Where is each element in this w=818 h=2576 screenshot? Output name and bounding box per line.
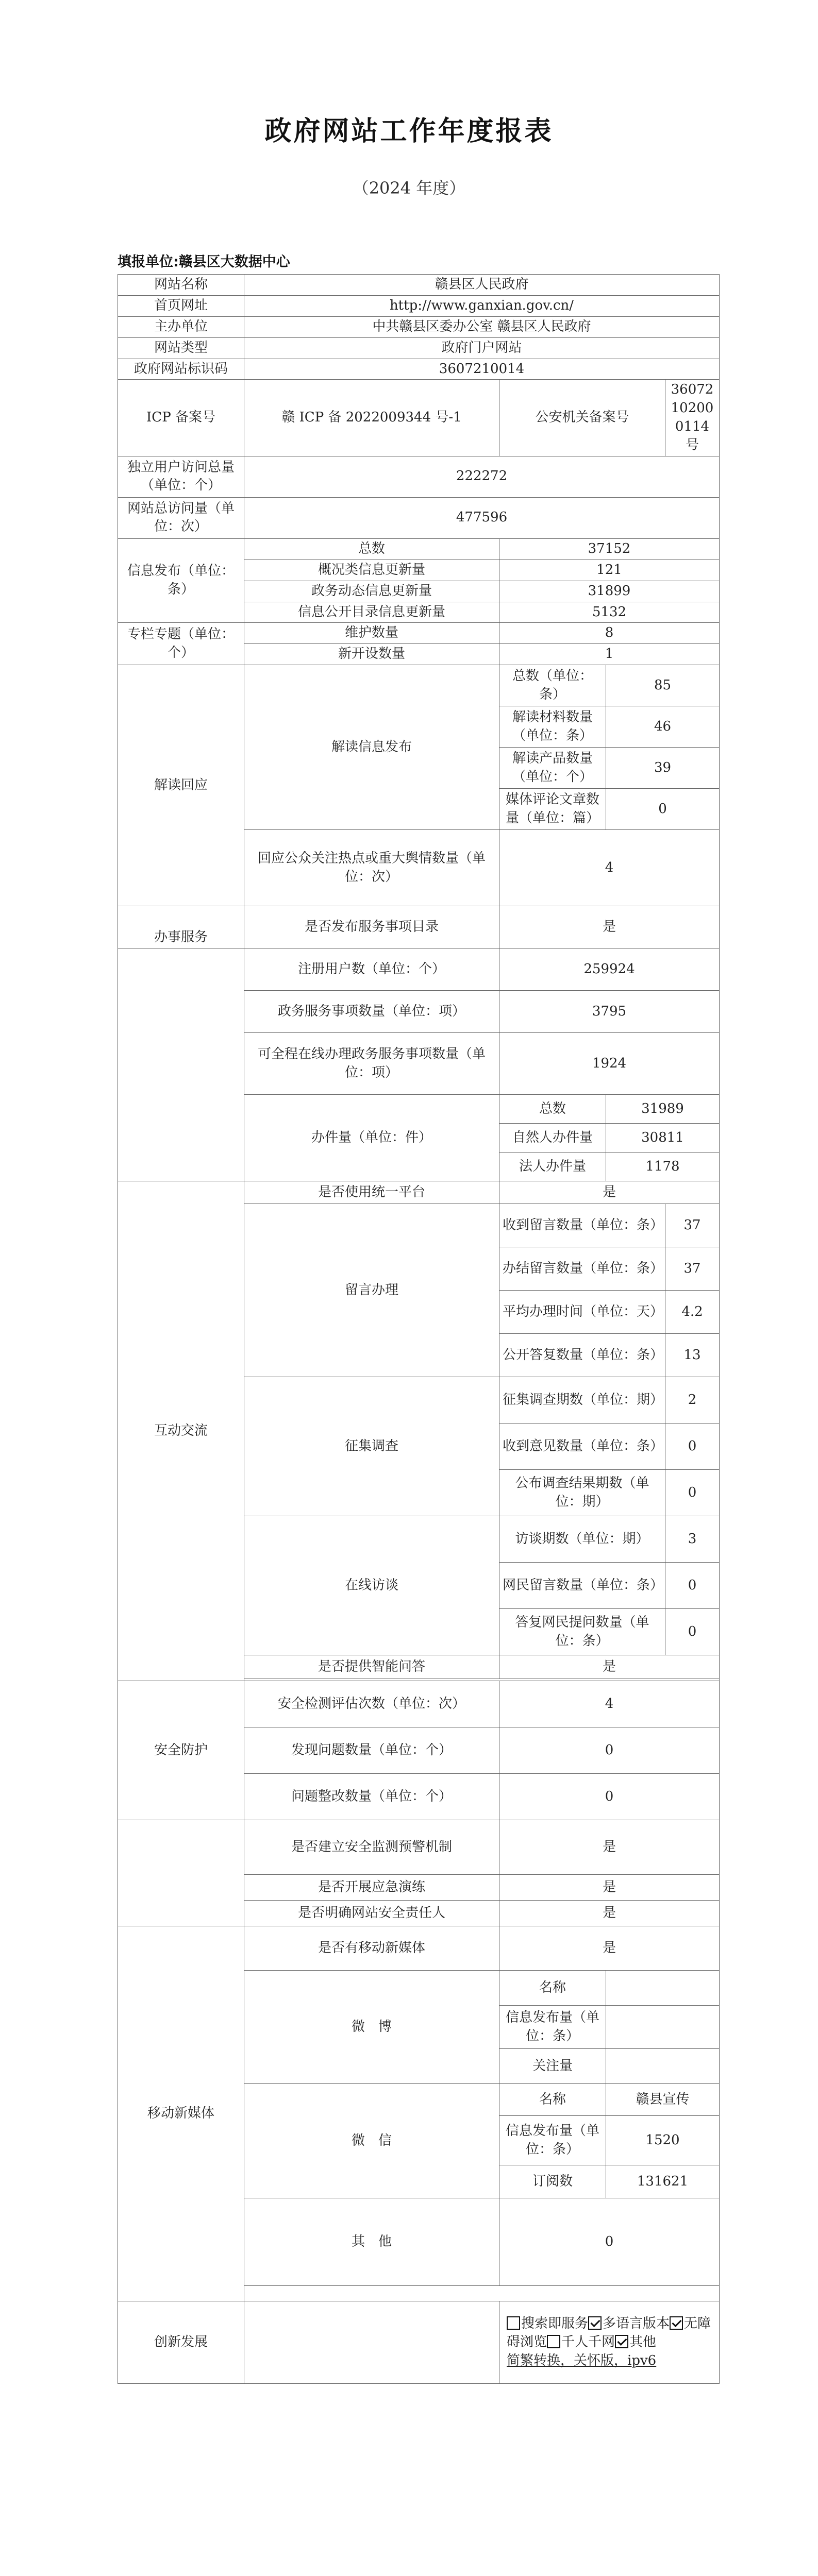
cell-label: 是否建立安全监测预警机制 (244, 1820, 499, 1875)
cell-value: 1 (499, 644, 720, 665)
row-icp (118, 380, 720, 456)
cell-label: 是否提供智能问答 (244, 1655, 499, 1679)
cell-value: 0 (606, 789, 720, 830)
row-interpret-total (118, 665, 720, 706)
cell-label: 概况类信息更新量 (244, 560, 499, 581)
row-sec-monitor (118, 1820, 720, 1875)
row-service-users (118, 948, 720, 991)
report-title: 政府网站工作年度报表 (264, 116, 554, 147)
cell-value: 是 (499, 1875, 720, 1901)
cell-label: 微 博 (244, 1971, 499, 2084)
cell-label: 政府网站标识码 (118, 359, 244, 380)
cell-label: 在线访谈 (244, 1516, 499, 1655)
icp-value: 赣 ICP 备 2022009344 号-1 (244, 380, 499, 456)
cell-value: 3795 (499, 991, 720, 1033)
cell-label: 关注量 (499, 2049, 606, 2084)
cell-label: 主办单位 (118, 316, 244, 337)
cell-label: 办件量（单位：件） (244, 1095, 499, 1181)
cell-value: 4 (499, 1681, 720, 1727)
cell-label: 解读产品数量（单位：个） (499, 748, 606, 789)
cell-value: 政府门户网站 (244, 337, 720, 359)
cell-label: 平均办理时间（单位：天） (499, 1291, 665, 1334)
cell-label: 办结留言数量（单位：条） (499, 1247, 665, 1291)
innovation-other-text: 简繁转换，关怀版，ipv6 (507, 2352, 657, 2368)
cell-value: 37152 (499, 538, 720, 560)
cell-label: 公开答复数量（单位：条） (499, 1334, 665, 1377)
cell-value: 0 (499, 1774, 720, 1820)
innovation-checkbox-group (507, 2316, 711, 2350)
cell-label: 征集调查 (244, 1377, 499, 1516)
cell-label: 注册用户数（单位：个） (244, 948, 499, 991)
cell-label: 留言办理 (244, 1204, 499, 1377)
cell-label: 政务动态信息更新量 (244, 581, 499, 602)
section-label: 专栏专题（单位：个） (118, 623, 244, 665)
cell-label: 网站总访问量（单位：次） (118, 497, 244, 538)
cell-label: 安全检测评估次数（单位：次） (244, 1681, 499, 1727)
checkbox-empty-icon[interactable] (507, 2316, 520, 2330)
cell-label: 总数 (499, 1095, 606, 1124)
innovation-option-label: 千人千网 (561, 2334, 615, 2350)
cell-label: 发现问题数量（单位：个） (244, 1727, 499, 1774)
section-label: 安全防护 (118, 1681, 244, 1820)
cell-value: 1924 (499, 1033, 720, 1095)
cell-label: 答复网民提问数量（单位：条） (499, 1609, 665, 1655)
innovation-blank (244, 2301, 499, 2384)
cell-label: 收到意见数量（单位：条） (499, 1423, 665, 1470)
homepage-url: http://www.ganxian.gov.cn/ (244, 295, 720, 316)
cell-value: 0 (499, 2198, 720, 2286)
cell-label: 名称 (499, 1971, 606, 2006)
cell-value: 是 (499, 1181, 720, 1204)
innovation-option-label: 搜索即服务 (521, 2315, 589, 2331)
cell-value: 131621 (606, 2165, 720, 2198)
cell-value: 31899 (499, 581, 720, 602)
cell-value: 477596 (244, 497, 720, 538)
cell-value: 37 (665, 1247, 720, 1291)
cell-label: 自然人办件量 (499, 1124, 606, 1153)
cell-label: 法人办件量 (499, 1153, 606, 1181)
cell-value: 8 (499, 623, 720, 644)
section-spacer (118, 1820, 244, 1926)
cell-value: 13 (665, 1334, 720, 1377)
cell-value (606, 2006, 720, 2049)
innovation-options (499, 2301, 720, 2384)
section-label: 创新发展 (118, 2301, 244, 2384)
cell-label: 微 信 (244, 2084, 499, 2198)
cell-value: 0 (499, 1727, 720, 1774)
cell-value: 39 (606, 748, 720, 789)
cell-value: 37 (665, 1204, 720, 1247)
cell-label: 名称 (499, 2084, 606, 2116)
checkbox-empty-icon[interactable] (547, 2335, 560, 2348)
cell-label: 总数（单位：条） (499, 665, 606, 706)
report-table (118, 274, 720, 2384)
row-info-total (118, 538, 720, 560)
cell-label: 收到留言数量（单位：条） (499, 1204, 665, 1247)
cell-label: 是否明确网站安全责任人 (244, 1901, 499, 1926)
row-sec-eval (118, 1681, 720, 1727)
cell-label: 是否有移动新媒体 (244, 1926, 499, 1971)
cell-label: 解读材料数量（单位：条） (499, 706, 606, 748)
cell-label: 信息发布量（单位：条） (499, 2116, 606, 2165)
cell-label: 独立用户访问总量（单位：个） (118, 456, 244, 497)
cell-label: 其 他 (244, 2198, 499, 2286)
cell-value: 0 (665, 1423, 720, 1470)
cell-label: 信息公开目录信息更新量 (244, 602, 499, 623)
cell-value: 是 (499, 1926, 720, 1971)
cell-value: 0 (665, 1563, 720, 1609)
cell-value: 259924 (499, 948, 720, 991)
row-homepage (118, 295, 720, 316)
checkbox-checked-icon[interactable] (670, 2316, 683, 2330)
cell-value: 是 (499, 1820, 720, 1875)
cell-value: 中共赣县区委办公室 赣县区人民政府 (244, 316, 720, 337)
row-service-catalog (118, 906, 720, 948)
cell-value: 是 (499, 1901, 720, 1926)
cell-label: 维护数量 (244, 623, 499, 644)
cell-value: 5132 (499, 602, 720, 623)
row-sponsor (118, 316, 720, 337)
section-label: 互动交流 (118, 1181, 244, 1681)
innovation-option-label: 其他 (629, 2334, 657, 2350)
cell-value: 赣县区人民政府 (244, 275, 720, 296)
cell-label: 是否发布服务事项目录 (244, 906, 499, 948)
row-innovation (118, 2301, 720, 2384)
cell-label: 网站名称 (118, 275, 244, 296)
report-year: （2024 年度） (352, 178, 466, 198)
cell-label: 媒体评论文章数量（单位：篇） (499, 789, 606, 830)
cell-label: 问题整改数量（单位：个） (244, 1774, 499, 1820)
innovation-option-label: 多语言版本 (603, 2315, 670, 2331)
cell-label: 订阅数 (499, 2165, 606, 2198)
cell-value: 3 (665, 1516, 720, 1563)
cell-value: 85 (606, 665, 720, 706)
cell-value: 30811 (606, 1124, 720, 1153)
cell-label: 信息发布量（单位：条） (499, 2006, 606, 2049)
cell-label: 是否开展应急演练 (244, 1875, 499, 1901)
cell-value (606, 1971, 720, 2006)
cell-label: 公安机关备案号 (499, 380, 665, 456)
cell-label: 总数 (244, 538, 499, 560)
cell-label: 回应公众关注热点或重大舆情数量（单位：次） (244, 830, 499, 906)
row-uv (118, 456, 720, 497)
section-label: 信息发布（单位：条） (118, 538, 244, 623)
cell-label: 是否使用统一平台 (244, 1181, 499, 1204)
cell-label: 可全程在线办理政务服务事项数量（单位：项） (244, 1033, 499, 1095)
section-label: 移动新媒体 (118, 1926, 244, 2301)
row-mobile-has (118, 1926, 720, 1971)
cell-value: 4 (499, 830, 720, 906)
innovation-option (588, 2316, 670, 2331)
section-label: 解读回应 (118, 665, 244, 906)
cell-value: 1520 (606, 2116, 720, 2165)
cell-value: 2 (665, 1377, 720, 1423)
filler-unit: 填报单位:赣县区大数据中心 (118, 254, 290, 270)
cell-label: 访谈期数（单位：期） (499, 1516, 665, 1563)
cell-label: 网站类型 (118, 337, 244, 359)
row-unified (118, 1181, 720, 1204)
cell-label: 首页网址 (118, 295, 244, 316)
checkbox-checked-icon[interactable] (588, 2316, 602, 2330)
spacer-cell (244, 2286, 720, 2301)
cell-label: 政务服务事项数量（单位：项） (244, 991, 499, 1033)
section-label: 办事服务 (118, 906, 244, 948)
cell-value: 121 (499, 560, 720, 581)
cell-value: 0 (665, 1470, 720, 1516)
cell-label: 征集调查期数（单位：期） (499, 1377, 665, 1423)
innovation-option (507, 2316, 588, 2331)
row-pv (118, 497, 720, 538)
cell-value: 是 (499, 1655, 720, 1679)
police-value: 36072102000114 号 (665, 380, 720, 456)
cell-value: 0 (665, 1609, 720, 1655)
cell-value (606, 2049, 720, 2084)
cell-label: 解读信息发布 (244, 665, 499, 830)
cell-value: 222272 (244, 456, 720, 497)
cell-value: 46 (606, 706, 720, 748)
checkbox-checked-icon[interactable] (615, 2335, 628, 2348)
innovation-option (547, 2334, 615, 2350)
row-site-code (118, 359, 720, 380)
cell-label: 新开设数量 (244, 644, 499, 665)
cell-value: 1178 (606, 1153, 720, 1181)
cell-label: ICP 备案号 (118, 380, 244, 456)
cell-value: 是 (499, 906, 720, 948)
cell-value: 3607210014 (244, 359, 720, 380)
cell-label: 公布调查结果期数（单位：期） (499, 1470, 665, 1516)
section-spacer (118, 948, 244, 1181)
innovation-option-label: 无障碍浏览 (507, 2315, 711, 2350)
cell-label: 网民留言数量（单位：条） (499, 1563, 665, 1609)
cell-value: 赣县宣传 (606, 2084, 720, 2116)
row-topics-maintain (118, 623, 720, 644)
innovation-option (615, 2334, 656, 2350)
cell-value: 4.2 (665, 1291, 720, 1334)
row-site-name (118, 275, 720, 296)
row-site-type (118, 337, 720, 359)
cell-value: 31989 (606, 1095, 720, 1124)
